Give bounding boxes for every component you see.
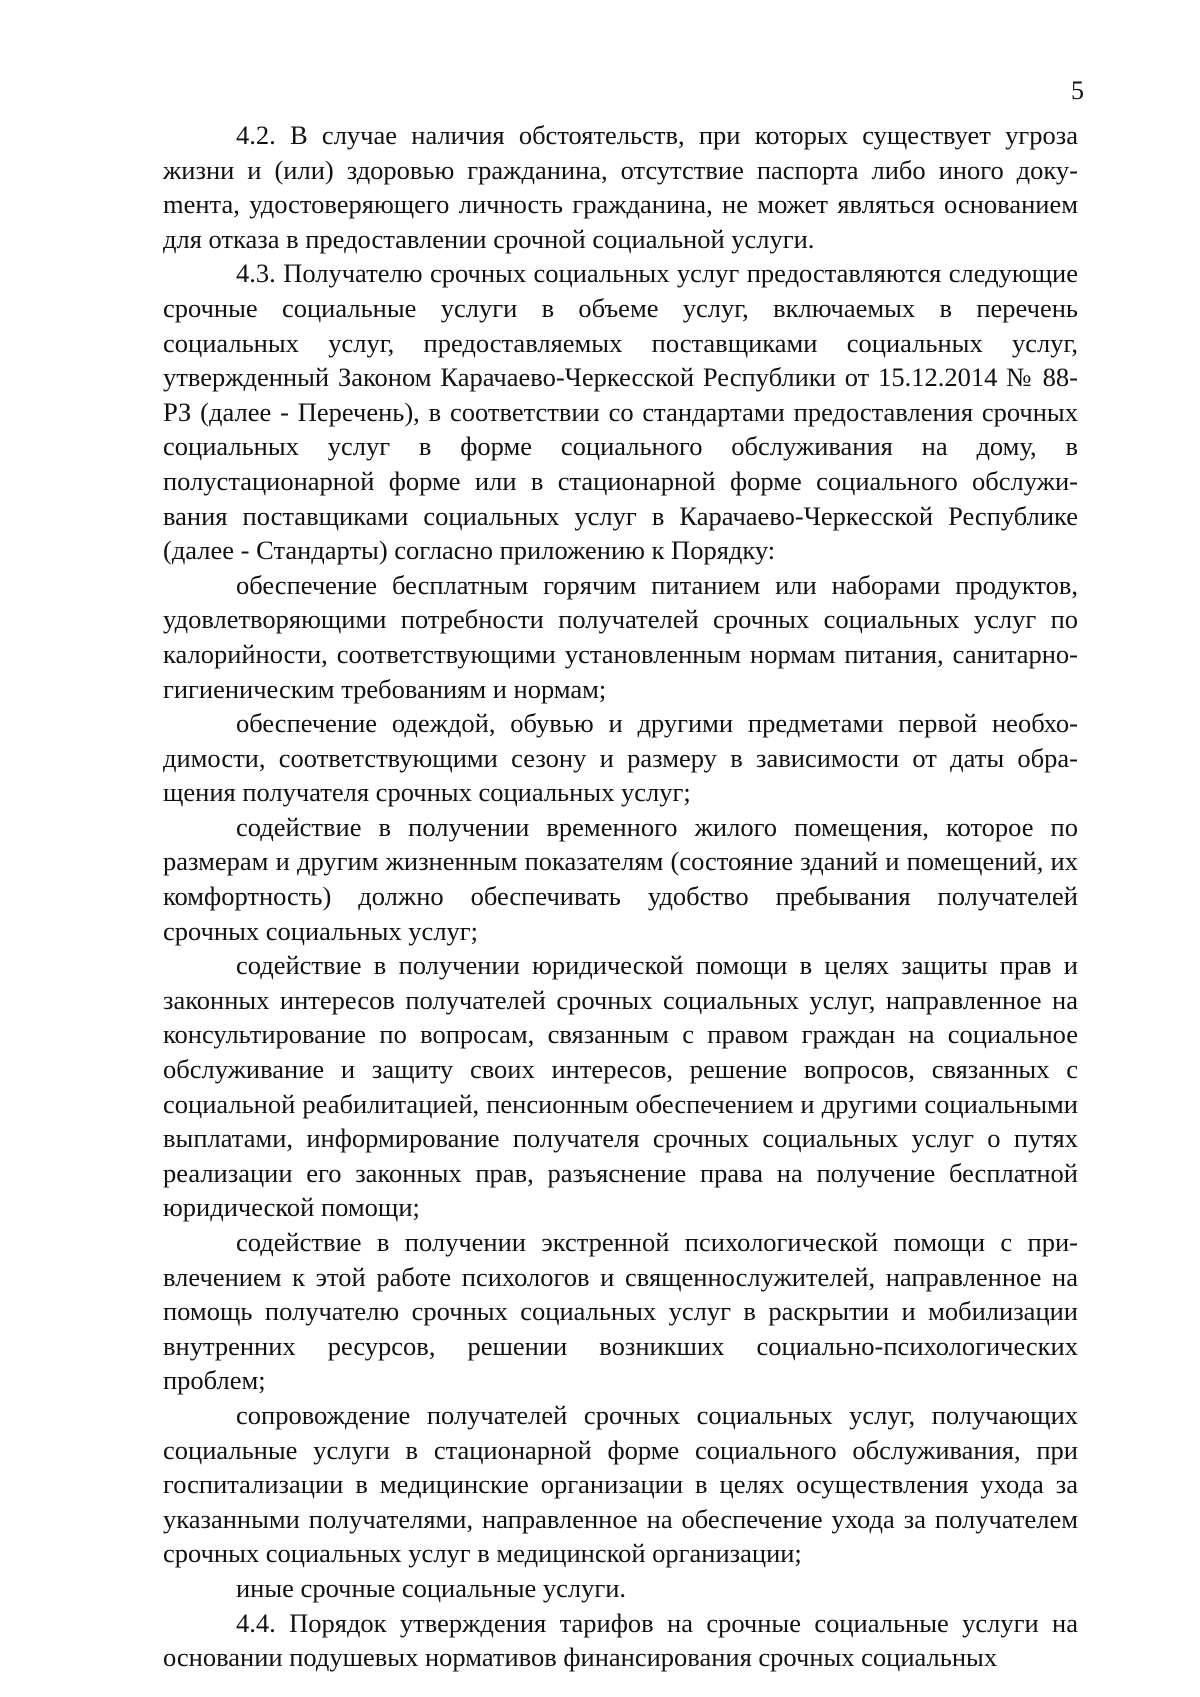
page-number: 5 — [1071, 76, 1084, 105]
list-item-hospital-escort: сопровождение получателей срочных социальных услуг, получающих социальные услуги в стационарной форме социального обслуживания, при госпитализации в медицинские организации в целях осуществления ухода за указанными получателями, направленное на обеспечение ухода за получателем срочных социальных услуг в медицинской организации; — [163, 1399, 1078, 1569]
list-item-legal-help: содействие в получении юридической помощи в целях защиты прав и законных интересов получателей срочных социальных услуг, направленное на консультирование по вопросам, связанным с правом граждан на социальное обслуживание и защиту своих интересов, решение вопросов, связанных с социальной реабилитацией, пенсионным обеспечением и другими социальными выплатами, информирование получателя срочных социальных услуг о путях реализации его законных прав, разъяснение права на получение бесплатной юридической помощи; — [163, 950, 1078, 1223]
list-item-hot-meals: обеспечение бесплатным горячим питанием или наборами продуктов, удовлетворяющими потребности получателей срочных социальных услуг по калорийности, соответствующими установленным нормам питания, санитарно-гигиеническим требованиям и нормам; — [163, 569, 1078, 704]
list-item-temporary-housing: содействие в получении временного жилого помещения, которое по размерам и другим жизненным показателям (состояние зданий и помещений, их комфортность) должно обеспечивать удобство пребывания получателей срочных социальных услуг; — [163, 811, 1078, 946]
paragraph-4-4: 4.4. Порядок утверждения тарифов на срочные социальные услуги на основании подушевых нормативов финансирования срочных социальных — [163, 1607, 1078, 1673]
list-item-other-services: иные срочные социальные услуги. — [236, 1572, 627, 1603]
paragraph-4-3: 4.3. Получателю срочных социальных услуг предоставляются следующие срочные социальные услуги в объеме услуг, включаемых в перечень социальных услуг, предоставляемых поставщиками социальных услуг, утвержденный Законом Карачаево-Черкесской Республики от 15.12.2014 № 88-РЗ (далее - Перечень), в соответствии со стандартами предоставления срочных социальных услуг в форме социального обслуживания на дому, в полустационарной форме или в стационарной форме социального обслуживания поставщиками социальных услуг в Карачаево-Черкесской Республике (далее - Стандарты) согласно приложению к Порядку: — [163, 258, 1078, 566]
list-item-psychological-help: содействие в получении экстренной психологической помощи с привлечением к этой работе психологов и священнослужителей, направленное на помощь получателю срочных социальных услуг в раскрытии и мобилизации внутренних ресурсов, решении возникших социально-психологических проблем; — [163, 1227, 1078, 1396]
paragraph-4-2: 4.2. В случае наличия обстоятельств, при которых существует угроза жизни и (или) здоровью гражданина, отсутствие паспорта либо иного докуmента, удостоверяющего личность гражданина, не может являться основанием для отказа в предоставлении срочной социальной услуги. — [163, 120, 1078, 254]
list-item-clothing: обеспечение одеждой, обувью и другими предметами первой необходимости, соответствующими сезону и размеру в зависимости от даты обращения получателя срочных социальных услуг; — [163, 708, 1078, 808]
document-body — [163, 118, 1078, 1675]
